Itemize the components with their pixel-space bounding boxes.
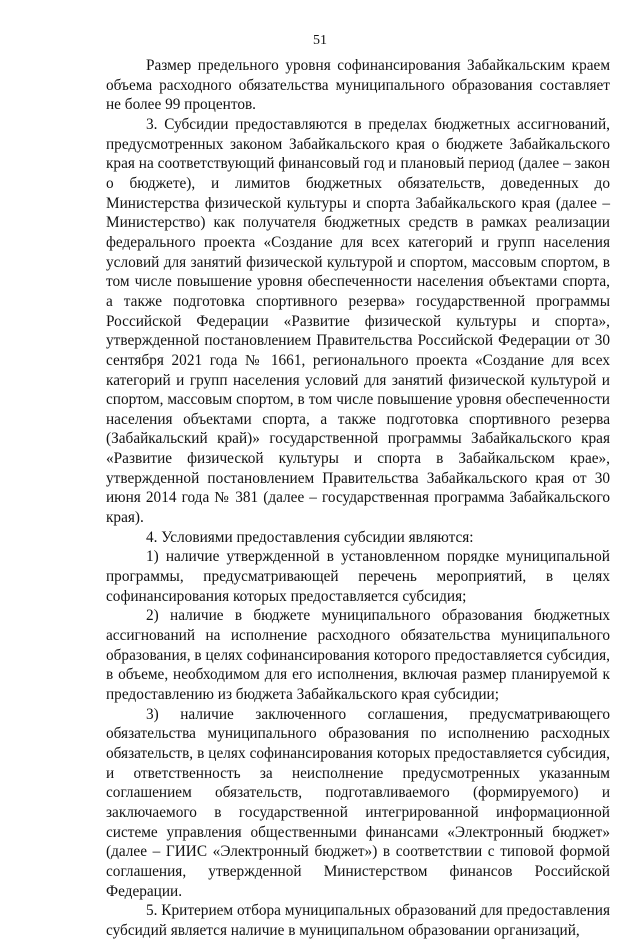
paragraph-condition-1: 1) наличие утвержденной в установленном порядке муниципальной программы, предусматривающей перечень мероприятий, в целях софинансирования которых предоставляется субсидия; bbox=[106, 548, 610, 605]
paragraph-condition-2: 2) наличие в бюджете муниципального образования бюджетных ассигнований на исполнение расходного обязательства муниципального образования, в целях софинансирования которого предоставляется субсидия, в объеме, необходимом для его исполнения, включая размер планируемой к предоставлению из бюджета Забайкальского края субсидии; bbox=[106, 607, 610, 703]
page-number: 51 bbox=[313, 33, 327, 48]
paragraph-3-subsidy-limits: 3. Субсидии предоставляются в пределах бюджетных ассигнований, предусмотренных законом Забайкальского края о бюджете Забайкальского края на соответствующий финансовый год и плановый период (далее – закон о бюджете), и лимитов бюджетных обязательств, доведенных до Министерства физической культуры и спорта Забайкальского края (далее – Министерство) как получателя бюджетных средств в рамках реализации федерального проекта «Создание для всех категорий и групп населения условий для занятий физической культурой и спортом, массовым спортом, в том числе повышение уровня обеспеченности населения объектами спорта, а также подготовка спортивного резерва» государственной программы Российской Федерации «Развитие физической культуры и спорта», утвержденной постановлением Правительства Российской Федерации от 30 сентября 2021 года № 1661, регионального проекта «Создание для всех категорий и групп населения условий для занятий физической культурой и спортом, массовым спортом, в том числе повышение уровня обеспеченности населения объектами спорта, а также подготовка спортивного резерва (Забайкальский край)» государственной программы Забайкальского края «Развитие физической культуры и спорта в Забайкальском крае», утвержденной постановлением Правительства Забайкальского края от 30 июня 2014 года № 381 (далее – государственная программа Забайкальского края). bbox=[106, 115, 610, 527]
document-body bbox=[106, 56, 610, 941]
paragraph-condition-3: 3) наличие заключенного соглашения, предусматривающего обязательства муниципального образования по исполнению расходных обязательств, в целях софинансирования которых предоставляется субсидия, и ответственность за неисполнение предусмотренных указанным соглашением обязательств, подготавливаемого (формируемого) и заключаемого в государственной интегрированной информационной системе управления общественными финансами «Электронный бюджет» (далее – ГИИС «Электронный бюджет») в соответствии с типовой формой соглашения, утвержденной Министерством финансов Российской Федерации. bbox=[106, 705, 610, 900]
paragraph-cofinancing-limit: Размер предельного уровня софинансирования Забайкальским краем объема расходного обязательства муниципального образования составляет не более 99 процентов. bbox=[106, 57, 610, 114]
paragraph-4-conditions-heading: 4. Условиями предоставления субсидии являются: bbox=[146, 528, 474, 546]
paragraph-5-selection-criterion: 5. Критерием отбора муниципальных образований для предоставления субсидий является наличие в муниципальном образовании организаций, bbox=[106, 902, 610, 939]
